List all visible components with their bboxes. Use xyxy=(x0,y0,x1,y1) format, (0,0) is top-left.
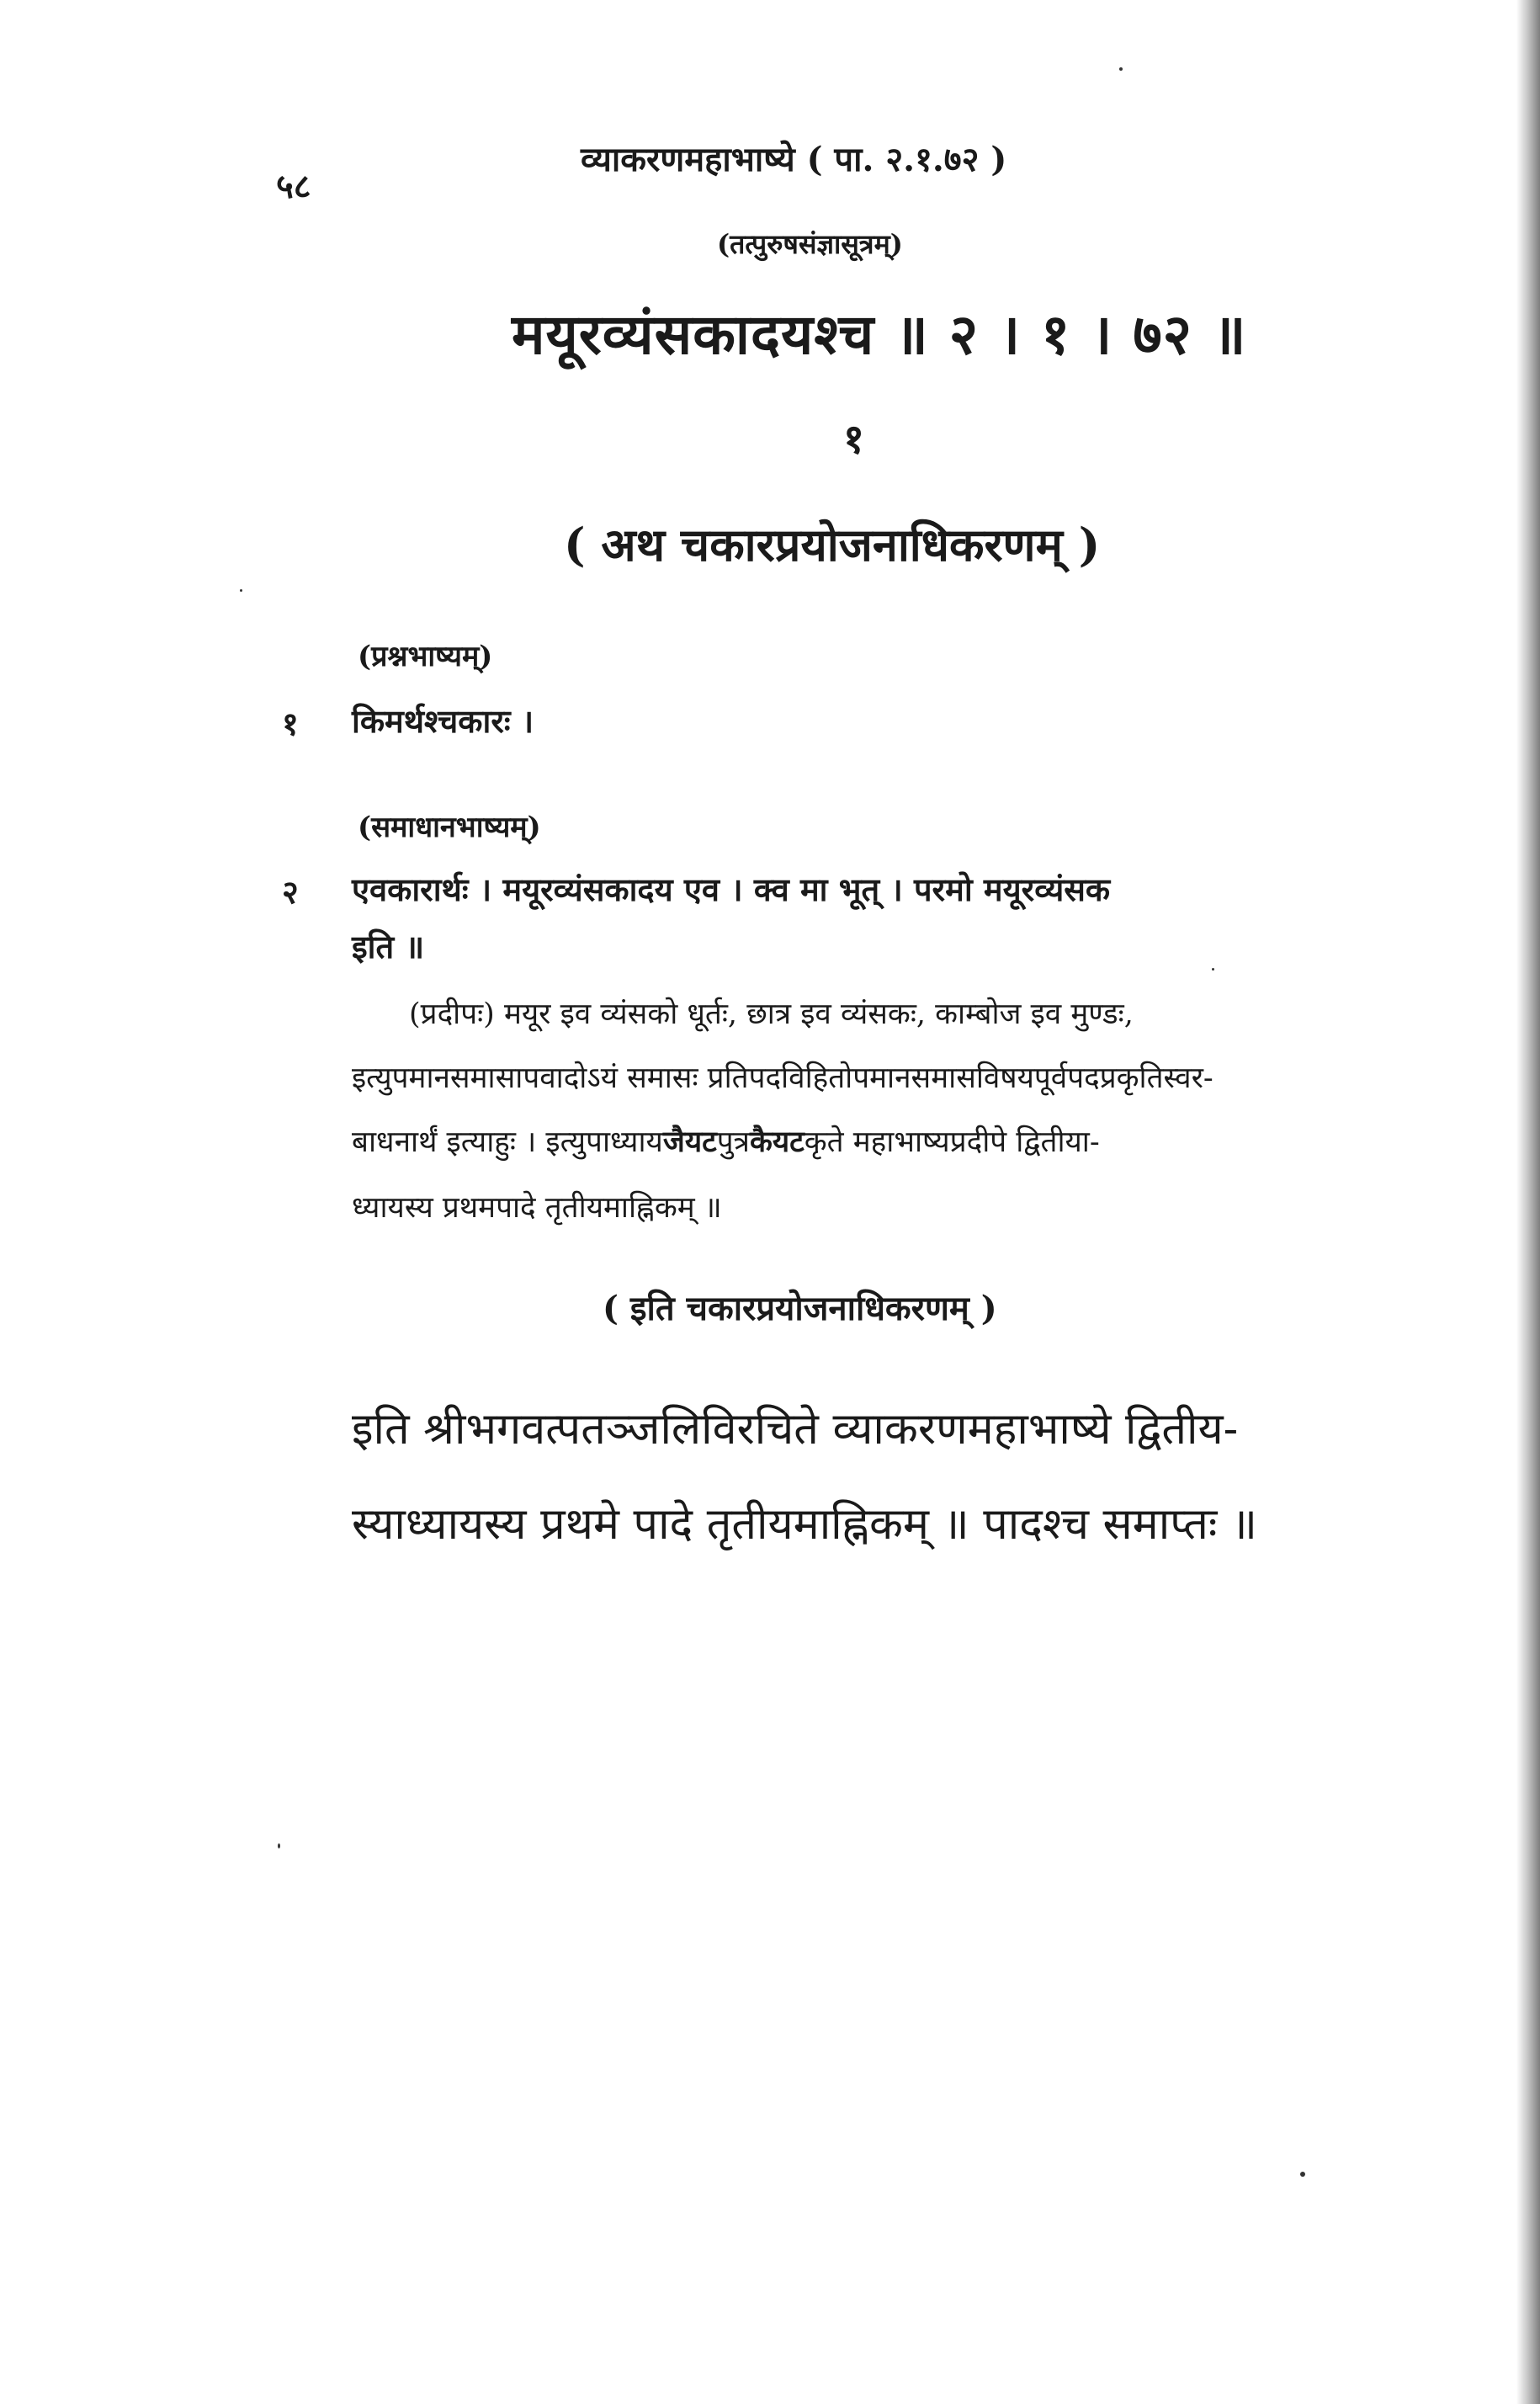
answer-text-line: इति ॥ xyxy=(352,928,425,965)
colophon-line: स्याध्यायस्य प्रथमे पादे तृतीयमाह्निकम् ॥ पादश्च समाप्तः ॥ xyxy=(352,1499,1258,1550)
author-name-kaiyata: कैयट xyxy=(749,1125,805,1159)
pradipa-text: पुत्र xyxy=(716,1125,750,1159)
running-header: व्याकरणमहाभाष्ये ( पा. २.१.७२ ) xyxy=(581,140,1007,179)
pradipa-text: कृते महाभाष्यप्रदीपे द्वितीया- xyxy=(804,1125,1100,1159)
pradipa-text: बाधनार्थं इत्याहुः । इत्युपाध्याय xyxy=(352,1125,663,1159)
pradipa-line: (प्रदीपः) मयूर इव व्यंसको धूर्तः, छात्र इव व्यंसकः, काम्बोज इव मुण्डः, xyxy=(409,997,1134,1031)
answer-label: (समाधानभाष्यम्) xyxy=(358,811,541,844)
question-number: १ xyxy=(282,705,299,742)
scan-speck xyxy=(1119,67,1123,71)
page-number: ५८ xyxy=(276,167,311,206)
scan-speck xyxy=(1300,2172,1305,2177)
answer-text-line: एवकारार्थः । मयूरव्यंसकादय एव । क्व मा भूत् । परमो मयूरव्यंसक xyxy=(352,870,1111,908)
pradipa-line: इत्युपमानसमासापवादोऽयं समासः प्रतिपदविहितोपमानसमासविषयपूर्वपदप्रकृतिस्वर- xyxy=(352,1061,1213,1095)
author-name-jaiyata: जैयट xyxy=(662,1125,717,1159)
pradipa-line: ध्यायस्य प्रथमपादे तृतीयमाह्निकम् ॥ xyxy=(352,1191,722,1225)
colophon-line: इति श्रीभगवत्पतञ्जलिविरचिते व्याकरणमहाभाष्ये द्वितीय- xyxy=(352,1404,1239,1455)
scan-speck xyxy=(1212,968,1214,971)
section-end-title: ( इति चकारप्रयोजनाधिकरणम् ) xyxy=(603,1289,997,1328)
section-number: १ xyxy=(843,416,864,463)
scan-speck xyxy=(278,1843,280,1848)
question-text: किमर्थश्चकारः । xyxy=(352,702,534,740)
section-title: ( अथ चकारप्रयोजनाधिकरणम् ) xyxy=(564,518,1101,572)
pradipa-line xyxy=(352,1121,1100,1161)
page-edge-shadow xyxy=(1516,0,1540,2404)
scan-speck xyxy=(240,589,242,592)
answer-number: २ xyxy=(282,873,299,911)
sutra-subtitle: (तत्पुरुषसंज्ञासूत्रम्) xyxy=(717,228,903,260)
sutra-heading: मयूरव्यंसकादयश्च ॥ २ । १ । ७२ ॥ xyxy=(512,301,1247,367)
question-label: (प्रश्नभाष्यम्) xyxy=(358,640,493,673)
